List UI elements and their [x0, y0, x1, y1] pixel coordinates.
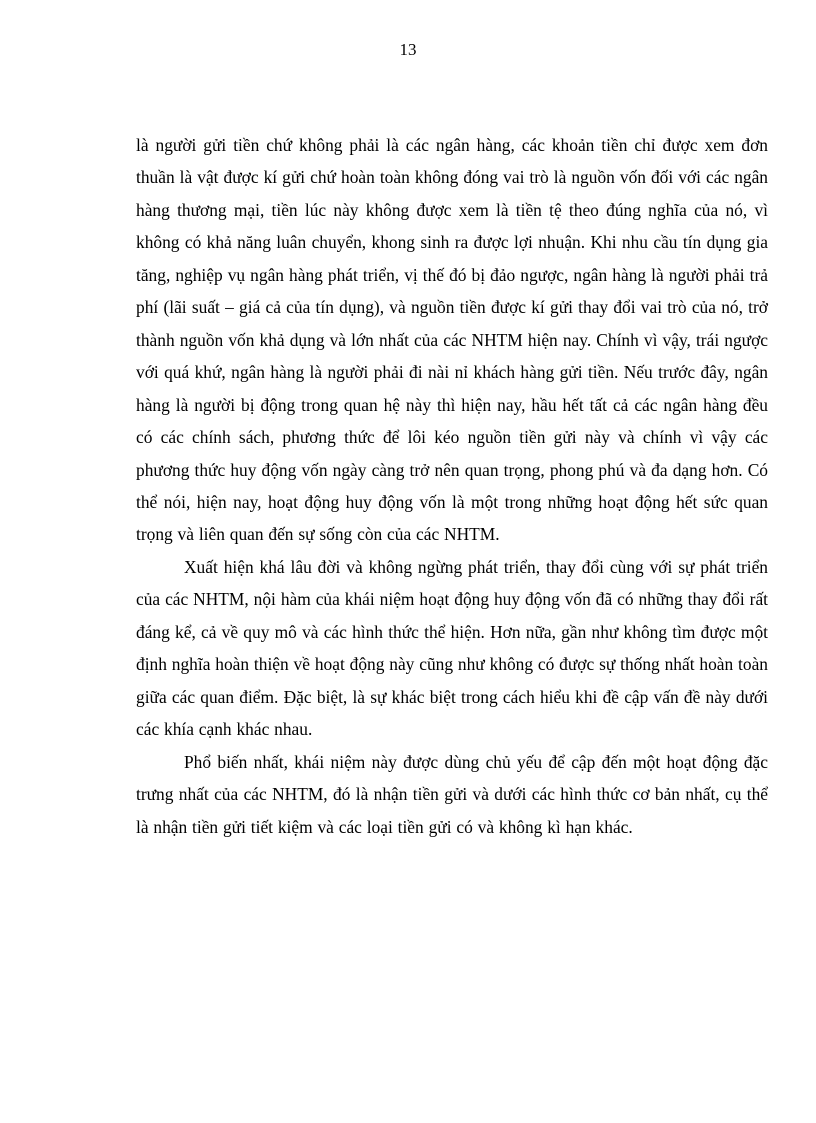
paragraph-2: Xuất hiện khá lâu đời và không ngừng phát triển, thay đổi cùng với sự phát triển của các NHTM, nội hàm của khái niệm hoạt động huy động vốn đã có những thay đổi rất đáng kể, cả về quy mô và các hình thức thể hiện. Hơn nữa, gần như không tìm được một định nghĩa hoàn thiện về hoạt động này cũng như không có được sự thống nhất hoàn toàn giữa các quan điểm. Đặc biệt, là sự khác biệt trong cách hiểu khi đề cập vấn đề này dưới các khía cạnh khác nhau. [136, 556, 768, 740]
body-text [136, 129, 768, 843]
paragraph-1: là người gửi tiền chứ không phải là các ngân hàng, các khoản tiền chỉ được xem đơn thuần là vật được kí gửi chứ hoàn toàn không đóng vai trò là nguồn vốn đối với các ngân hàng thương mại, tiền lúc này không được xem là tiền tệ theo đúng nghĩa của nó, vì không có khả năng luân chuyển, khong sinh ra được lợi nhuận. Khi nhu cầu tín dụng gia tăng, nghiệp vụ ngân hàng phát triển, vị thế đó bị đảo ngược, ngân hàng là người phải trả phí (lãi suất – giá cả của tín dụng), và nguồn tiền được kí gửi thay đổi vai trò của nó, trở thành nguồn vốn khả dụng và lớn nhất của các NHTM hiện nay. Chính vì vậy, trái ngược với quá khứ, ngân hàng là người phải đi nài nỉ khách hàng gửi tiền. Nếu trước đây, ngân hàng là người bị động trong quan hệ này thì hiện nay, hầu hết tất cả các ngân hàng đều có các chính sách, phương thức để lôi kéo nguồn tiền gửi này và chính vì vậy các phương thức huy động vốn ngày càng trở nên quan trọng, phong phú và đa dạng hơn. Có thể nói, hiện nay, hoạt động huy động vốn là một trong những hoạt động hết sức quan trọng và liên quan đến sự sống còn của các NHTM. [136, 135, 768, 545]
paragraph-3: Phổ biến nhất, khái niệm này được dùng chủ yếu để cập đến một hoạt động đặc trưng nhất của các NHTM, đó là nhận tiền gửi và dưới các hình thức cơ bản nhất, cụ thể là nhận tiền gửi tiết kiệm và các loại tiền gửi có và không kì hạn khác. [136, 751, 768, 837]
page-number: 13 [399, 40, 417, 59]
